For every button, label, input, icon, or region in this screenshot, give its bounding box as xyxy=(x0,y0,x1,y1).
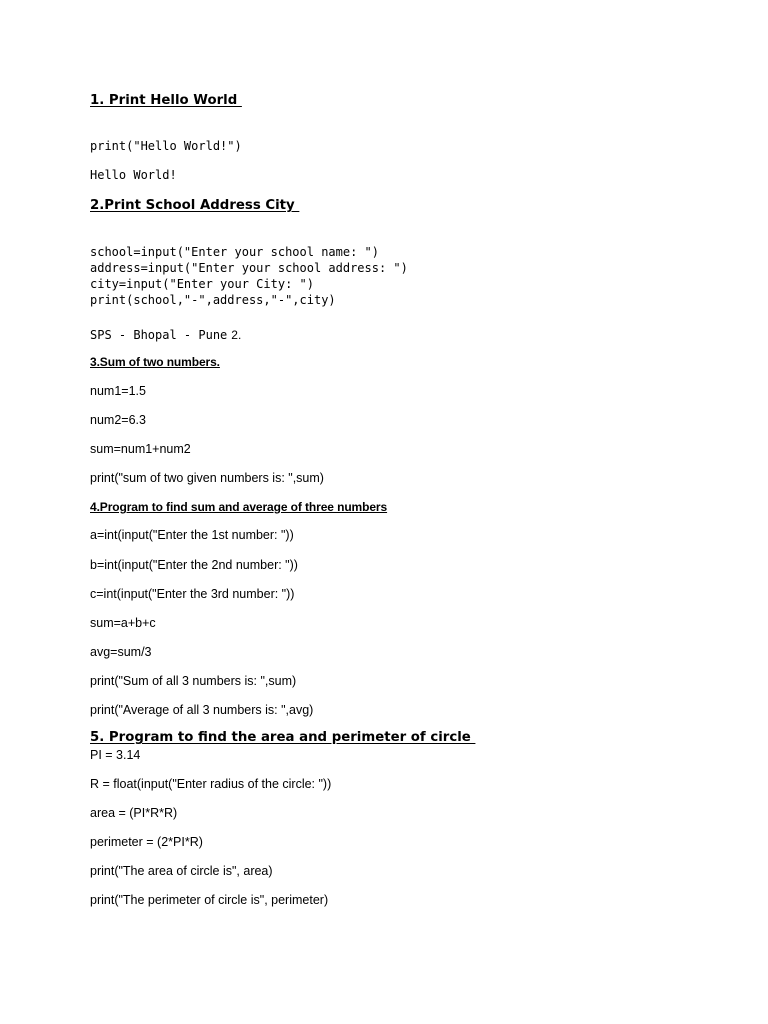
section-2-code-line: city=input("Enter your City: ") xyxy=(90,277,314,291)
section-4-line: c=int(input("Enter the 3rd number: ")) xyxy=(90,587,295,601)
section-2-output xyxy=(90,327,241,343)
section-2-output-suffix: 2. xyxy=(231,328,242,342)
section-5-line: area = (PI*R*R) xyxy=(90,806,178,820)
section-3-line: num2=6.3 xyxy=(90,413,146,427)
section-4-line: print("Sum of all 3 numbers is: ",sum) xyxy=(90,674,297,688)
section-1-code: print("Hello World!") xyxy=(90,139,242,153)
section-4-line: a=int(input("Enter the 1st number: ")) xyxy=(90,528,294,542)
section-3-line: print("sum of two given numbers is: ",sum) xyxy=(90,471,324,485)
section-5-line: PI = 3.14 xyxy=(90,748,141,762)
section-3-line: sum=num1+num2 xyxy=(90,442,191,456)
section-2-heading: 2.Print School Address City xyxy=(90,198,300,213)
section-2-code-line: address=input("Enter your school address: ") xyxy=(90,261,408,275)
section-2-output-text: SPS - Bhopal - Pune xyxy=(90,328,228,342)
section-4-line: b=int(input("Enter the 2nd number: ")) xyxy=(90,558,298,572)
section-4-line: avg=sum/3 xyxy=(90,645,152,659)
section-3-line: num1=1.5 xyxy=(90,384,146,398)
section-1-heading: 1. Print Hello World xyxy=(90,93,242,108)
section-5-heading: 5. Program to find the area and perimeter of circle xyxy=(90,730,476,745)
section-1-output: Hello World! xyxy=(90,168,177,182)
section-2-code-line: school=input("Enter your school name: ") xyxy=(90,245,379,259)
section-4-line: sum=a+b+c xyxy=(90,616,156,630)
section-5-line: print("The perimeter of circle is", perimeter) xyxy=(90,893,329,907)
section-5-line: print("The area of circle is", area) xyxy=(90,864,273,878)
section-4-line: print("Average of all 3 numbers is: ",avg) xyxy=(90,703,314,717)
section-4-heading: 4.Program to find sum and average of three numbers xyxy=(90,500,388,514)
section-2-code-line: print(school,"-",address,"-",city) xyxy=(90,293,336,307)
section-5-line: perimeter = (2*PI*R) xyxy=(90,835,203,849)
section-5-line: R = float(input("Enter radius of the circle: ")) xyxy=(90,777,332,791)
section-3-heading: 3.Sum of two numbers. xyxy=(90,355,220,369)
